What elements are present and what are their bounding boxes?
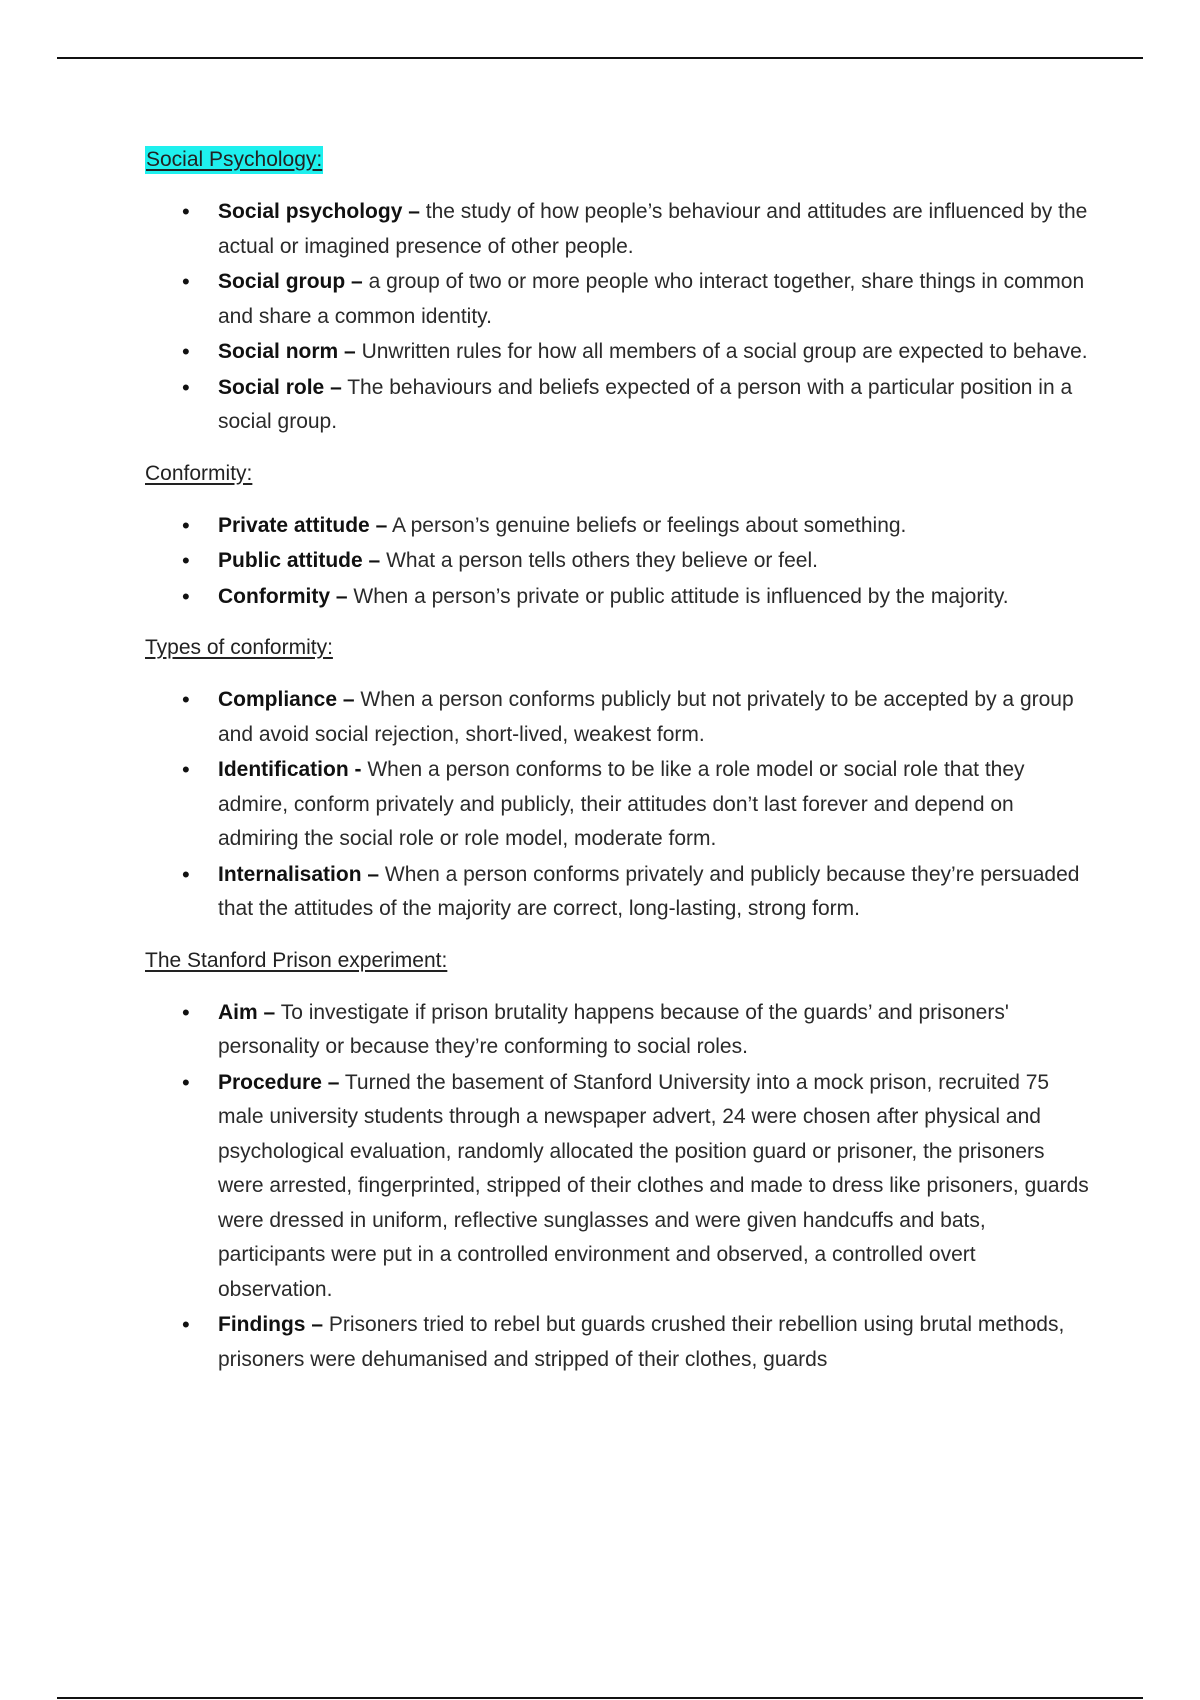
bullet-icon: • [182, 512, 190, 538]
term: Social group [218, 270, 346, 293]
bullet-icon: • [182, 999, 190, 1025]
list-item [145, 265, 1095, 334]
separator: – [408, 200, 420, 223]
definition-list [145, 996, 1095, 1378]
list-item [145, 371, 1095, 440]
bullet-icon: • [182, 583, 190, 609]
document-body [145, 146, 1095, 1397]
term: Procedure [218, 1070, 322, 1094]
bullet-icon: • [182, 1069, 190, 1095]
bullet-icon: • [182, 339, 190, 364]
list-item [145, 544, 1095, 579]
definition: a group of two or more people who interact together, share things in common and share a common identity. [218, 270, 1085, 328]
separator: – [335, 584, 348, 608]
list-item [145, 509, 1095, 544]
definition: To investigate if prison brutality happens because of the guards’ and prisoners' personality or because they’re conforming to social roles. [218, 1000, 1009, 1058]
top-rule [57, 57, 1143, 59]
term: Social role [218, 375, 325, 399]
list-item [145, 580, 1095, 615]
section-heading: Types of conformity: [145, 636, 333, 659]
definition: When a person conforms to be like a role model or social role that they admire, conform privately and publicly, their attitudes don’t last forever and depend on admiring the social role or role model, moderate form. [218, 758, 1025, 850]
term: Internalisation [218, 862, 362, 886]
definition: Turned the basement of Stanford University into a mock prison, recruited 75 male university students through a newspaper advert, 24 were chosen after physical and psychological evaluation, randomly allocated the position guard or prisoner, the prisoners were arrested, fingerprinted, stripped of their clothes and made to dress like prisoners, guards were dressed in uniform, reflective sunglasses and were given handcuffs and bats, participants were put in a controlled environment and observed, a controlled overt observation. [218, 1070, 1089, 1301]
definition-list [145, 683, 1095, 927]
term: Private attitude [218, 513, 370, 537]
list-item [145, 195, 1095, 264]
definition: Unwritten rules for how all members of a social group are expected to behave. [361, 340, 1088, 363]
separator: – [344, 340, 356, 363]
definition-list [145, 195, 1095, 440]
section-types-of-conformity [145, 634, 1095, 927]
term: Aim [218, 1000, 258, 1024]
term: Public attitude [218, 549, 363, 572]
term: Conformity [218, 584, 330, 608]
section-conformity [145, 460, 1095, 615]
term: Compliance [218, 688, 338, 711]
bullet-icon: • [182, 861, 190, 887]
section-heading: Conformity: [145, 461, 253, 485]
list-item [145, 996, 1095, 1065]
separator: – [368, 549, 381, 572]
bottom-rule [57, 1697, 1143, 1699]
term: Social norm [218, 340, 339, 363]
bullet-icon: • [182, 757, 190, 782]
separator: – [351, 270, 363, 293]
section-social-psychology [145, 146, 1095, 440]
bullet-icon: • [182, 269, 190, 294]
term: Social psychology [218, 200, 403, 223]
definition: When a person conforms publicly but not privately to be accepted by a group and avoid social rejection, short-lived, weakest form. [218, 688, 1074, 746]
separator: – [375, 513, 388, 537]
separator: – [367, 862, 380, 886]
term: Findings [218, 1313, 306, 1336]
section-heading: Social Psychology: [145, 146, 323, 174]
separator: – [311, 1313, 324, 1336]
definition: When a person’s private or public attitude is influenced by the majority. [353, 584, 1009, 608]
list-item [145, 753, 1095, 857]
separator: – [342, 688, 355, 711]
list-item [145, 335, 1095, 370]
definition: A person’s genuine beliefs or feelings about something. [391, 513, 907, 537]
term: Identification [218, 758, 349, 781]
definition: Prisoners tried to rebel but guards crushed their rebellion using brutal methods, prisoners were dehumanised and stripped of their clothes, guards [218, 1313, 1065, 1371]
separator: – [327, 1070, 340, 1094]
section-stanford-prison-experiment [145, 947, 1095, 1378]
definition: What a person tells others they believe or feel. [386, 549, 818, 572]
definition: the study of how people’s behaviour and attitudes are influenced by the actual or imagined presence of other people. [218, 200, 1088, 258]
definition: The behaviours and beliefs expected of a person with a particular position in a social group. [218, 375, 1073, 433]
separator: – [263, 1000, 276, 1024]
bullet-icon: • [182, 548, 190, 573]
list-item [145, 858, 1095, 927]
bullet-icon: • [182, 687, 190, 712]
bullet-icon: • [182, 199, 190, 224]
definition: When a person conforms privately and publicly because they’re persuaded that the attitudes of the majority are correct, long-lasting, strong form. [218, 862, 1080, 920]
separator: - [354, 758, 362, 781]
bullet-icon: • [182, 1312, 190, 1337]
bullet-icon: • [182, 374, 190, 400]
list-item [145, 1308, 1095, 1377]
section-heading: The Stanford Prison experiment: [145, 948, 448, 972]
definition-list [145, 509, 1095, 615]
list-item [145, 1066, 1095, 1308]
list-item [145, 683, 1095, 752]
separator: – [330, 375, 342, 399]
